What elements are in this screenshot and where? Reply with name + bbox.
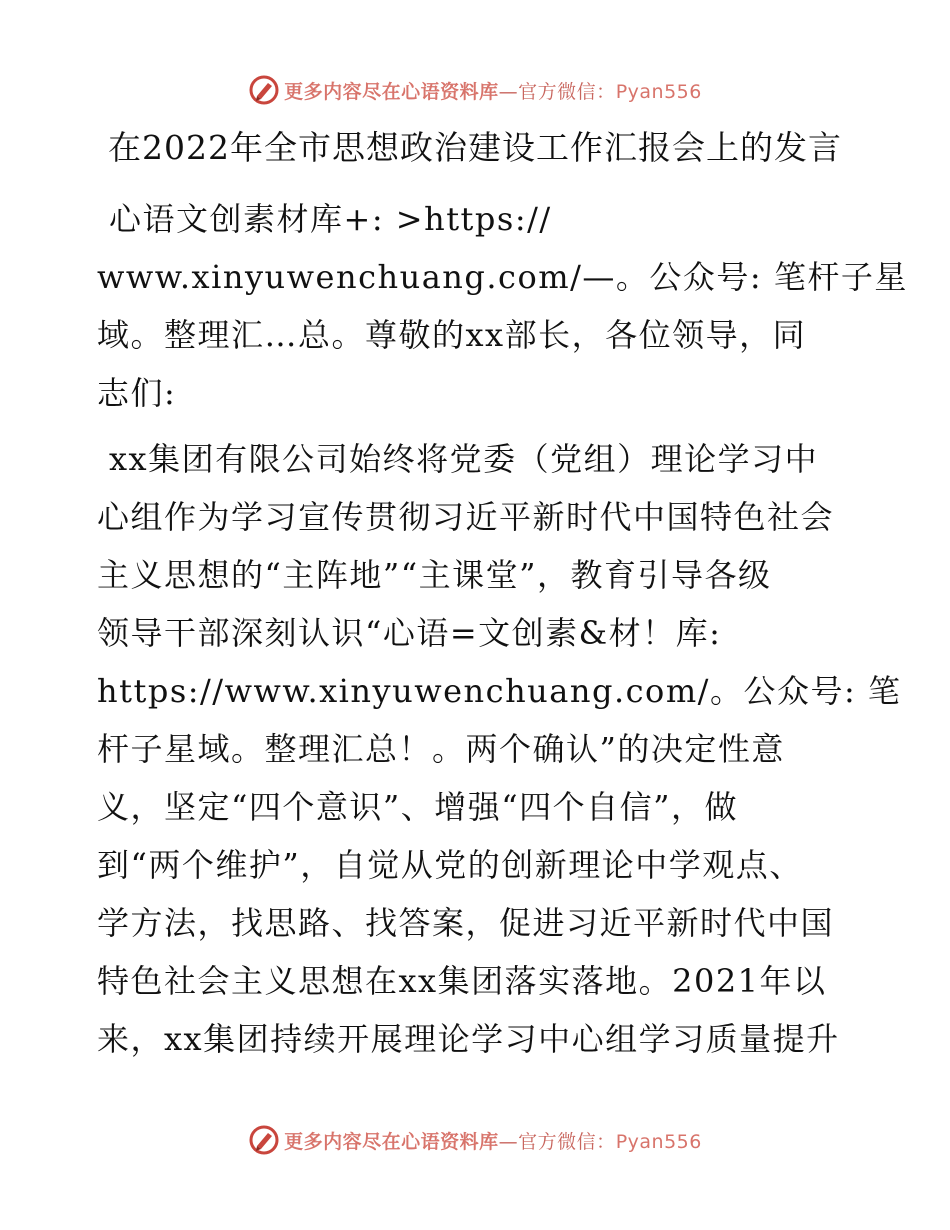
footer-watermark-banner bbox=[0, 1120, 950, 1160]
text-line: www.xinyuwenchuang.com/—。公众号: 笔杆子星 bbox=[97, 258, 908, 296]
paragraph-2 bbox=[97, 430, 902, 1068]
watermark-dash: — bbox=[498, 80, 519, 103]
header-watermark-banner bbox=[0, 70, 950, 110]
watermark-text bbox=[284, 1127, 702, 1154]
text-line: https://www.xinyuwenchuang.com/。公众号: 笔 bbox=[97, 672, 902, 710]
watermark-text bbox=[284, 77, 702, 104]
text-line: 特色社会主义思想在xx集团落实落地。2021年以 bbox=[97, 962, 827, 1000]
text-line: 到“两个维护”，自觉从党的创新理论中学观点、 bbox=[97, 846, 803, 884]
text-line: 领导干部深刻认识“心语=文创素&材！库: bbox=[97, 614, 722, 652]
watermark-wechat-label: 官方微信： bbox=[518, 80, 616, 103]
text-line: 域。整理汇…总。尊敬的xx部长，各位领导，同 bbox=[97, 316, 807, 354]
text-line: 来，xx集团持续开展理论学习中心组学习质量提升 bbox=[97, 1020, 840, 1058]
text-line: 心组作为学习宣传贯彻习近平新时代中国特色社会 bbox=[97, 498, 835, 536]
text-line: xx集团有限公司始终将党委（党组）理论学习中 bbox=[109, 440, 819, 478]
watermark-wechat-id: Pyan556 bbox=[615, 1130, 702, 1153]
document-title: 在2022年全市思想政治建设工作汇报会上的发言 bbox=[108, 128, 842, 167]
text-line: 主义思想的“主阵地”“主课堂”，教育引导各级 bbox=[97, 556, 772, 594]
watermark-main-text: 更多内容尽在心语资料库 bbox=[284, 1130, 499, 1153]
watermark-wechat-id: Pyan556 bbox=[615, 80, 702, 103]
pen-logo-icon bbox=[248, 74, 280, 106]
text-line: 杆子星域。整理汇总！。两个确认”的决定性意 bbox=[97, 730, 785, 768]
document-body bbox=[97, 190, 908, 1068]
watermark-wechat-label: 官方微信： bbox=[518, 1130, 616, 1153]
text-line: 志们: bbox=[97, 374, 177, 412]
text-line: 义，坚定“四个意识”、增强“四个自信”，做 bbox=[97, 788, 738, 826]
text-line: 心语文创素材库+: >https:// bbox=[109, 200, 552, 238]
paragraph-1 bbox=[97, 190, 908, 422]
watermark-dash: — bbox=[498, 1130, 519, 1153]
watermark-main-text: 更多内容尽在心语资料库 bbox=[284, 80, 499, 103]
text-line: 学方法，找思路、找答案，促进习近平新时代中国 bbox=[97, 904, 835, 942]
pen-logo-icon bbox=[248, 1124, 280, 1156]
